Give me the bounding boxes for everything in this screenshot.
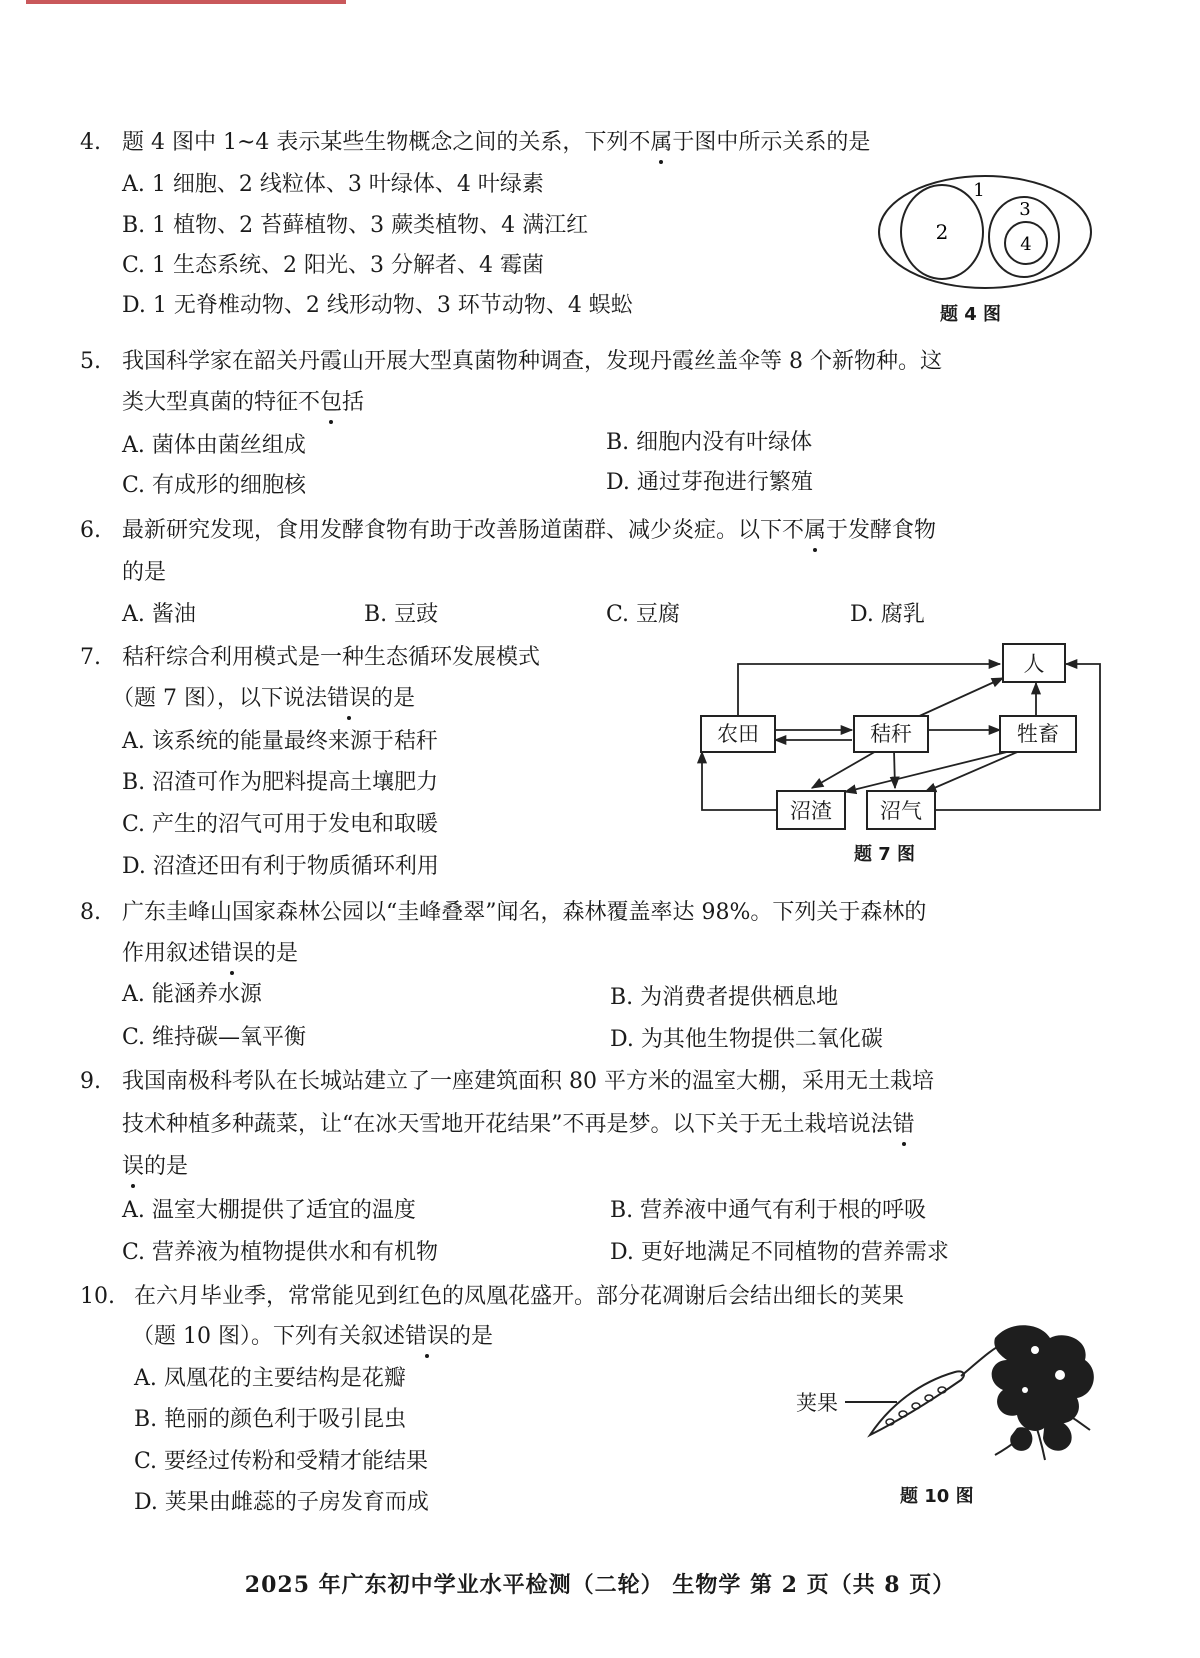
emphasis: 错 [893, 1110, 915, 1140]
option-d: D. 更好地满足不同植物的营养需求 [610, 1240, 949, 1265]
question-stem: 题 4 图中 1~4 表示某些生物概念之间的关系，下列不属于图中所示关系的是 [122, 128, 870, 158]
label-4: 4 [1020, 234, 1032, 255]
page-footer: 2025 年广东初中学业水平检测（二轮） 生物学 第 2 页（共 8 页） [244, 1572, 956, 1598]
question-stem-line1: 我国科学家在韶关丹霞山开展大型真菌物种调查，发现丹霞丝盖伞等 8 个新物种。这 [122, 349, 942, 374]
option-c: C. 营养液为植物提供水和有机物 [122, 1240, 439, 1265]
question-stem-line2: 作用叙述错误的是 [122, 939, 298, 969]
label-3: 3 [1019, 199, 1031, 220]
option-c: C. 有成形的细胞核 [122, 473, 307, 498]
foliage-gap [1031, 1346, 1039, 1354]
arrow-livestock-to-biogas [925, 750, 1022, 792]
label-2: 2 [935, 220, 949, 244]
emphasis: 不包括 [298, 388, 364, 418]
option-a: A. 该系统的能量最终来源于秸秆 [122, 729, 438, 754]
question-number: 5. [80, 349, 101, 374]
option-a: A. 1 细胞、2 线粒体、3 叶绿体、4 叶绿素 [122, 172, 544, 197]
option-b: B. 营养液中通气有利于根的呼吸 [610, 1198, 927, 1223]
arrow-farmland-to-person [738, 664, 1000, 715]
node-farmland: 农田 [717, 722, 759, 746]
option-b: B. 1 植物、2 苔藓植物、3 蕨类植物、4 满江红 [122, 213, 589, 238]
q4-figure-caption: 题 4 图 [940, 304, 1002, 325]
q7-flow-diagram [690, 630, 1115, 850]
emphasis: 错误 [210, 939, 254, 969]
node-residue: 沼渣 [790, 799, 832, 823]
arrow-straw-to-biogas [894, 750, 895, 788]
node-person: 人 [1023, 652, 1045, 676]
node-straw: 秸秆 [870, 722, 912, 746]
question-number: 8. [80, 900, 101, 925]
question-stem-line1: 广东圭峰山国家森林公园以“圭峰叠翠”闻名，森林覆盖率达 98%。下列关于森林的 [122, 900, 927, 925]
question-number: 10. [80, 1284, 115, 1309]
arrow-residue-to-farmland [702, 752, 776, 810]
question-stem-line2: 技术种植多种蔬菜，让“在冰天雪地开花结果”不再是梦。以下关于无土栽培说法错 [122, 1110, 915, 1140]
question-number: 6. [80, 518, 101, 543]
foliage-gap [1055, 1370, 1065, 1380]
arrow-straw-to-person [915, 678, 1003, 718]
emphasis: 错误 [327, 684, 371, 714]
option-c: C. 要经过传粉和受精才能结果 [134, 1449, 429, 1474]
node-livestock: 牲畜 [1017, 722, 1059, 746]
arrow-livestock-to-residue [845, 750, 1015, 792]
option-c: C. 豆腐 [606, 602, 681, 627]
option-c: C. 1 生态系统、2 阳光、3 分解者、4 霉菌 [122, 253, 544, 278]
question-stem-line3: 误的是 [122, 1152, 188, 1182]
top-edge-mark [26, 0, 346, 4]
emphasis: 不属于 [628, 128, 694, 158]
q7-figure-caption: 题 7 图 [854, 844, 916, 865]
foliage-lower-1 [1043, 1419, 1072, 1450]
option-d: D. 腐乳 [850, 602, 925, 627]
option-a: A. 酱油 [122, 602, 196, 627]
question-stem-line1: 秸秆综合利用模式是一种生态循环发展模式 [122, 645, 541, 670]
q10-pod-label: 荚果 [796, 1391, 838, 1415]
option-b: B. 艳丽的颜色利于吸引昆虫 [134, 1407, 407, 1432]
emphasis: 错误 [405, 1322, 449, 1352]
option-d: D. 沼渣还田有利于物质循环利用 [122, 854, 439, 879]
question-stem-line2: （题 10 图）。下列有关叙述错误的是 [132, 1322, 493, 1352]
question-stem-line1: 在六月毕业季，常常能见到红色的凤凰花盛开。部分花凋谢后会结出细长的荚果 [134, 1284, 905, 1309]
question-stem-line1: 我国南极科考队在长城站建立了一座建筑面积 80 平方米的温室大棚，采用无土栽培 [122, 1069, 934, 1094]
option-c: C. 维持碳—氧平衡 [122, 1025, 307, 1050]
option-d: D. 荚果由雌蕊的子房发育而成 [134, 1490, 429, 1515]
seed [912, 1403, 920, 1409]
option-b: B. 沼渣可作为肥料提高土壤肥力 [122, 770, 439, 795]
option-b: B. 细胞内没有叶绿体 [606, 430, 813, 455]
question-number: 7. [80, 645, 101, 670]
question-stem-line2: 类大型真菌的特征不包括 [122, 388, 364, 418]
arrow-straw-to-residue [812, 750, 878, 788]
option-c: C. 产生的沼气可用于发电和取暖 [122, 812, 439, 837]
option-a: A. 凤凰花的主要结构是花瓣 [134, 1366, 406, 1391]
foliage-lower-2 [1010, 1427, 1032, 1451]
option-a: A. 温室大棚提供了适宜的温度 [122, 1198, 416, 1223]
option-d: D. 1 无脊椎动物、2 线形动物、3 环节动物、4 蜈蚣 [122, 293, 633, 318]
q10-flower-pod-illustration [845, 1320, 1110, 1470]
emphasis: 误 [122, 1152, 144, 1182]
question-number: 9. [80, 1069, 101, 1094]
node-biogas: 沼气 [880, 799, 922, 823]
foliage-gap [1022, 1387, 1028, 1393]
q10-figure-caption: 题 10 图 [900, 1486, 974, 1507]
flower-foliage-cluster [992, 1325, 1094, 1431]
question-stem-line2: 的是 [122, 560, 167, 585]
label-1: 1 [973, 180, 985, 201]
emphasis: 不属于 [782, 516, 848, 546]
option-b: B. 豆豉 [364, 602, 439, 627]
question-number: 4. [80, 130, 101, 155]
option-d: D. 通过芽孢进行繁殖 [606, 470, 813, 495]
option-b: B. 为消费者提供栖息地 [610, 985, 839, 1010]
option-d: D. 为其他生物提供二氧化碳 [610, 1027, 883, 1052]
option-a: A. 菌体由菌丝组成 [122, 433, 306, 458]
option-a: A. 能涵养水源 [122, 982, 262, 1007]
question-stem-line1: 最新研究发现，食用发酵食物有助于改善肠道菌群、减少炎症。以下不属于发酵食物 [122, 516, 936, 546]
q4-venn-diagram [875, 172, 1095, 292]
question-stem-line2: （题 7 图），以下说法错误的是 [112, 684, 415, 714]
